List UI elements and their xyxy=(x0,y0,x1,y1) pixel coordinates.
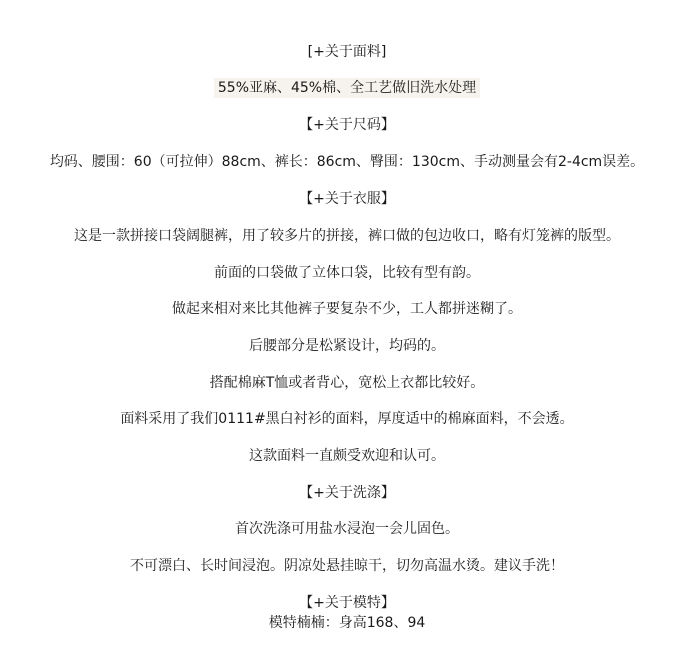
washing-heading: 【+关于洗涤】 xyxy=(299,485,395,501)
washing-line: 首次洗涤可用盐水浸泡一会儿固色。 xyxy=(235,521,459,537)
model-info: 模特楠楠：身高168、94 xyxy=(268,615,426,631)
clothing-line: 这款面料一直颇受欢迎和认可。 xyxy=(249,448,445,464)
clothing-line: 面料采用了我们0111#黑白衬衫的面料，厚度适中的棉麻面料，不会透。 xyxy=(120,411,574,427)
fabric-composition xyxy=(0,78,694,98)
clothing-line: 做起来相对来比其他裤子要复杂不少，工人都拼迷糊了。 xyxy=(172,301,522,317)
clothing-heading: 【+关于衣服】 xyxy=(299,191,395,207)
washing-line: 不可漂白、长时间浸泡。阴凉处悬挂晾干，切勿高温水烫。建议手洗！ xyxy=(130,558,564,574)
size-heading: 【+关于尺码】 xyxy=(299,117,395,133)
size-details: 均码、腰围：60（可拉伸）88cm、裤长：86cm、臀围：130cm、手动测量会有2-4cm误差。 xyxy=(49,154,645,170)
model-heading: 【+关于模特】 xyxy=(299,595,395,611)
clothing-line: 前面的口袋做了立体口袋，比较有型有韵。 xyxy=(214,265,480,281)
fabric-heading: [+关于面料] xyxy=(307,44,387,60)
clothing-line: 搭配棉麻T恤或者背心，宽松上衣都比较好。 xyxy=(209,375,485,391)
clothing-line: 这是一款拼接口袋阔腿裤，用了较多片的拼接，裤口做的包边收口，略有灯笼裤的版型。 xyxy=(74,228,620,244)
clothing-line: 后腰部分是松紧设计，均码的。 xyxy=(249,338,445,354)
fabric-composition-text: 55%亚麻、45%棉、全工艺做旧洗水处理 xyxy=(214,78,480,98)
